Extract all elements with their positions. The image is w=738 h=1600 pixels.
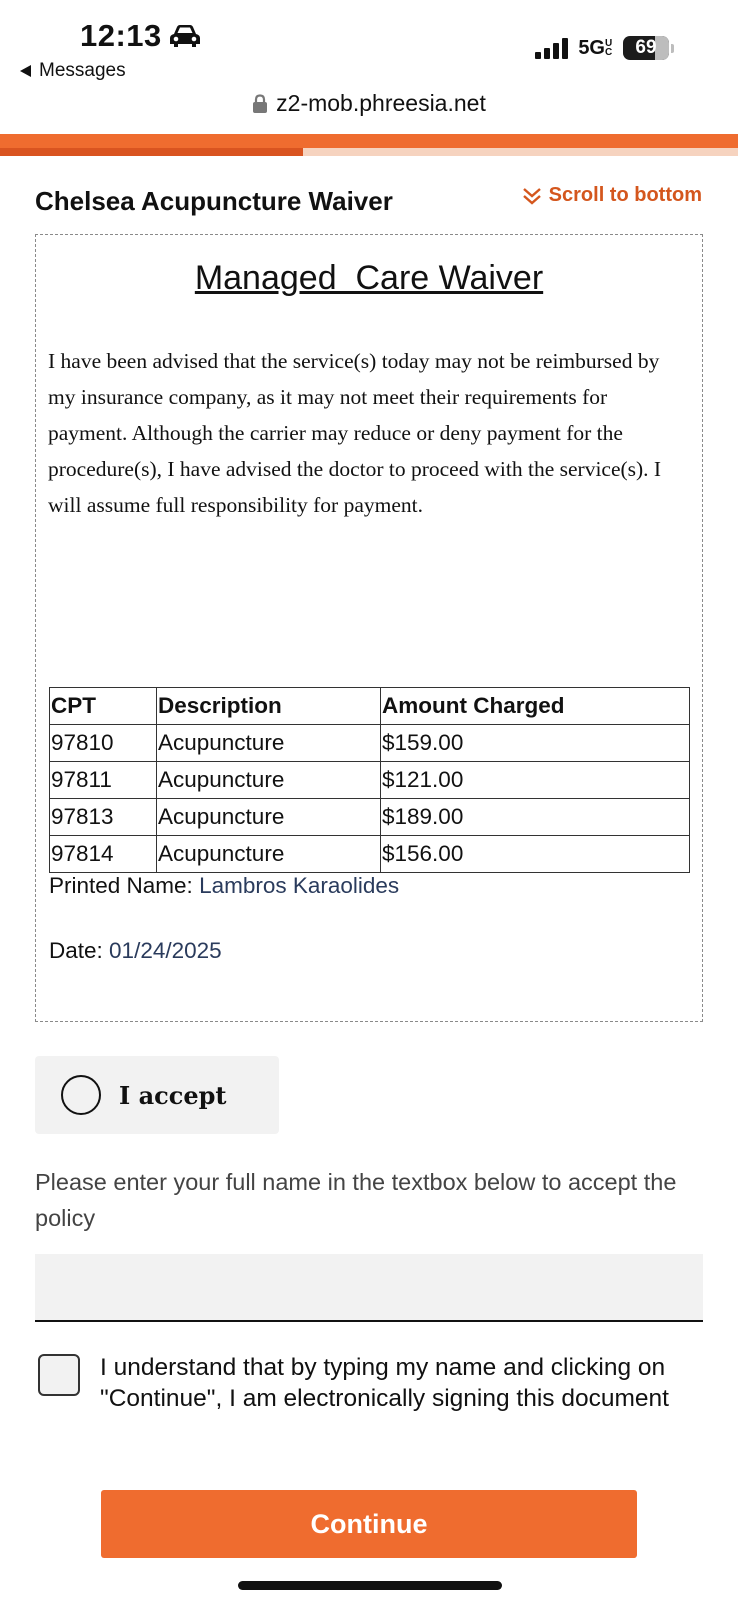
table-row xyxy=(50,836,690,873)
battery-level: 69 xyxy=(635,37,657,58)
url-text: z2-mob.phreesia.net xyxy=(276,90,486,116)
amount: $121.00 xyxy=(381,762,690,799)
table-row xyxy=(50,762,690,799)
signature-date xyxy=(49,938,222,964)
table-header-row xyxy=(50,688,690,725)
lock-icon xyxy=(252,94,268,114)
home-indicator[interactable] xyxy=(238,1581,502,1590)
signal-icon xyxy=(535,37,568,59)
document-body: I have been advised that the service(s) today may not be reimbursed by my insurance company, as it may not meet their requirements for payment. Although the carrier may reduce or deny payment for the procedure(s), I have advised the doctor to proceed with the service(s). I will assume full responsibility for payment. xyxy=(48,349,662,517)
amount: $156.00 xyxy=(381,836,690,873)
form-title: Chelsea Acupuncture Waiver xyxy=(35,186,393,216)
scroll-to-bottom-link[interactable] xyxy=(521,184,702,207)
table-row xyxy=(50,725,690,762)
url-bar[interactable] xyxy=(0,90,738,117)
amount: $159.00 xyxy=(381,725,690,762)
accept-option[interactable] xyxy=(35,1056,279,1134)
esign-consent-text: I understand that by typing my name and clicking on "Continue", I am electronically signing this document xyxy=(100,1354,669,1412)
continue-button[interactable]: Continue xyxy=(101,1490,637,1558)
progress-bar xyxy=(0,148,303,156)
printed-name-label: Printed Name: xyxy=(49,873,193,898)
time-text: 12:13 xyxy=(80,18,162,53)
status-time xyxy=(80,18,202,54)
accept-radio[interactable] xyxy=(61,1075,101,1115)
description: Acupuncture xyxy=(157,836,381,873)
esign-checkbox[interactable] xyxy=(38,1354,80,1396)
charges-table xyxy=(49,687,690,873)
scroll-label: Scroll to bottom xyxy=(548,184,702,206)
column-header-description: Description xyxy=(157,688,381,725)
back-to-messages[interactable] xyxy=(20,60,126,82)
car-icon xyxy=(168,24,202,48)
document-heading: Managed Care Waiver xyxy=(194,259,544,297)
amount: $189.00 xyxy=(381,799,690,836)
printed-name xyxy=(49,873,399,899)
printed-name-value: Lambros Karaolides xyxy=(199,873,400,898)
cpt-code: 97810 xyxy=(50,725,157,762)
description: Acupuncture xyxy=(157,799,381,836)
waiver-document[interactable] xyxy=(35,234,703,1022)
accept-label: I accept xyxy=(119,1080,227,1110)
progress-band xyxy=(0,134,738,148)
status-indicators xyxy=(535,36,674,60)
date-value: 01/24/2025 xyxy=(109,938,222,963)
battery-icon xyxy=(623,36,674,60)
network-label: 5GUC xyxy=(578,36,613,59)
table-row xyxy=(50,799,690,836)
double-chevron-down-icon xyxy=(521,185,543,207)
back-label: Messages xyxy=(39,60,126,81)
cpt-code: 97814 xyxy=(50,836,157,873)
description: Acupuncture xyxy=(157,762,381,799)
name-instruction: Please enter your full name in the textbox below to accept the policy xyxy=(35,1169,677,1231)
cpt-code: 97813 xyxy=(50,799,157,836)
column-header-amount: Amount Charged xyxy=(381,688,690,725)
column-header-cpt: CPT xyxy=(50,688,157,725)
description: Acupuncture xyxy=(157,725,381,762)
date-label: Date: xyxy=(49,938,103,963)
full-name-input[interactable] xyxy=(35,1254,703,1322)
cpt-code: 97811 xyxy=(50,762,157,799)
back-arrow-icon xyxy=(20,65,31,77)
